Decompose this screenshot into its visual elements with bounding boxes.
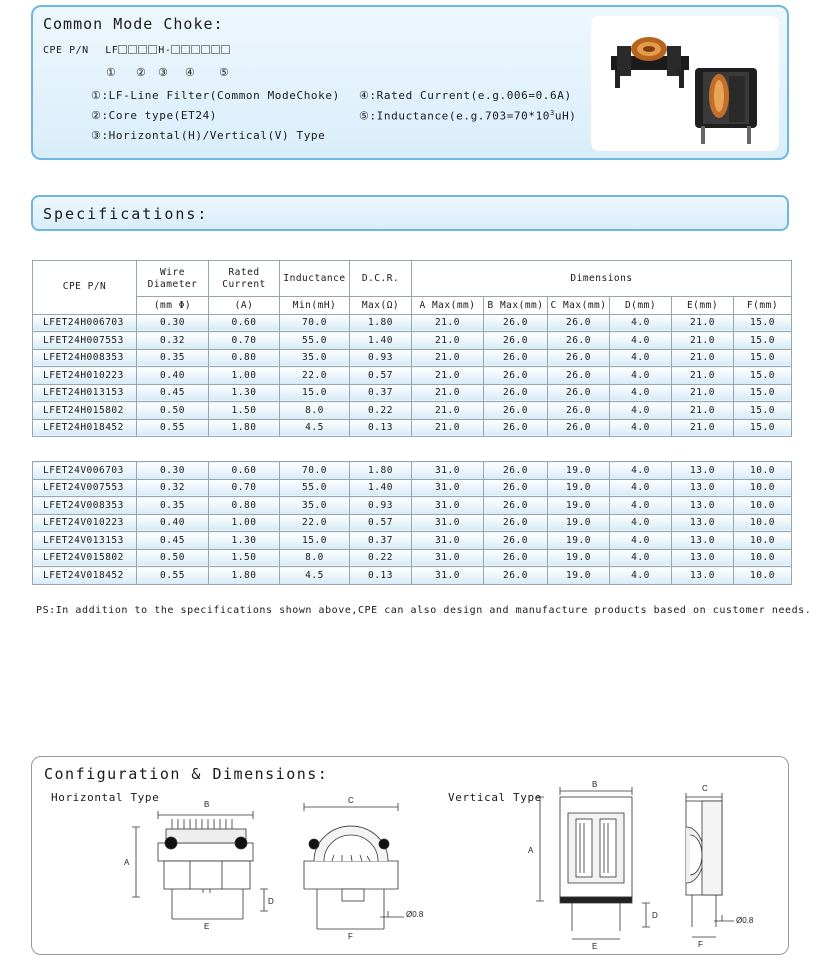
- table-cell: 26.0: [484, 567, 548, 585]
- vertical-rows: [33, 462, 792, 585]
- table-cell: 0.55: [137, 567, 209, 585]
- table-cell: 1.50: [209, 402, 280, 420]
- legend-orientation: ③:Horizontal(H)/Vertical(V) Type: [91, 129, 326, 142]
- table-cell: 4.0: [610, 332, 672, 350]
- table-cell: 31.0: [412, 532, 484, 550]
- table-cell: 21.0: [672, 419, 734, 437]
- table-cell: 10.0: [734, 567, 792, 585]
- table-cell: 15.0: [734, 332, 792, 350]
- vertical-side-view: [686, 793, 734, 937]
- unit-header: B Max(mm): [484, 297, 548, 315]
- col-header-dimensions: Dimensions: [412, 261, 792, 297]
- dim-label-e-v: E: [592, 942, 598, 951]
- table-cell: 26.0: [484, 462, 548, 480]
- pn-mid: H-: [158, 45, 172, 56]
- col-header-wire-2: Diameter: [147, 278, 198, 290]
- part-number-cell: LFET24H007553: [33, 332, 137, 350]
- table-cell: 4.0: [610, 532, 672, 550]
- col-header-inductance: Inductance: [280, 261, 350, 297]
- table-cell: 0.40: [137, 367, 209, 385]
- table-cell: 21.0: [412, 419, 484, 437]
- table-cell: 4.0: [610, 479, 672, 497]
- table-cell: 13.0: [672, 462, 734, 480]
- placeholder-box: [201, 45, 210, 54]
- table-cell: 0.93: [350, 497, 412, 515]
- dim-label-c-h: C: [348, 796, 354, 805]
- table-row: [33, 549, 792, 567]
- table-cell: 19.0: [548, 549, 610, 567]
- unit-header: (A): [209, 297, 280, 315]
- marker-5: ⑤: [219, 66, 229, 79]
- horizontal-front-view: [132, 811, 268, 919]
- table-cell: 0.60: [209, 314, 280, 332]
- spec-table-vertical: [32, 461, 792, 585]
- table-cell: 10.0: [734, 479, 792, 497]
- table-cell: 26.0: [548, 349, 610, 367]
- col-header-rated-1: Rated: [228, 266, 260, 278]
- table-cell: 0.40: [137, 514, 209, 532]
- table-cell: 1.40: [350, 479, 412, 497]
- table-cell: 0.80: [209, 349, 280, 367]
- table-row: [33, 497, 792, 515]
- placeholder-box: [221, 45, 230, 54]
- table-cell: 26.0: [548, 419, 610, 437]
- pn-prefix: LF: [105, 45, 119, 56]
- col-header-wire-1: Wire: [160, 266, 185, 278]
- table-row: [33, 384, 792, 402]
- table-cell: 19.0: [548, 479, 610, 497]
- vertical-choke-image: [695, 68, 757, 144]
- placeholder-box: [118, 45, 127, 54]
- table-cell: 21.0: [412, 367, 484, 385]
- table-cell: 13.0: [672, 532, 734, 550]
- table-cell: 0.22: [350, 549, 412, 567]
- placeholder-box: [211, 45, 220, 54]
- table-cell: 26.0: [484, 384, 548, 402]
- table-cell: 22.0: [280, 367, 350, 385]
- part-number-cell: LFET24H006703: [33, 314, 137, 332]
- table-cell: 15.0: [734, 349, 792, 367]
- table-cell: 26.0: [484, 549, 548, 567]
- dim-label-d-v: D: [652, 911, 658, 920]
- table-row: [33, 462, 792, 480]
- table-units-row: [33, 297, 792, 315]
- table-cell: 15.0: [280, 384, 350, 402]
- table-cell: 26.0: [548, 367, 610, 385]
- table-cell: 1.30: [209, 532, 280, 550]
- part-number-cell: LFET24V018452: [33, 567, 137, 585]
- table-cell: 21.0: [672, 384, 734, 402]
- table-cell: 55.0: [280, 332, 350, 350]
- table-cell: 0.50: [137, 549, 209, 567]
- table-cell: 1.80: [209, 419, 280, 437]
- table-cell: 13.0: [672, 479, 734, 497]
- unit-header: C Max(mm): [548, 297, 610, 315]
- table-row: [33, 332, 792, 350]
- part-number-cell: LFET24H018452: [33, 419, 137, 437]
- table-cell: 0.80: [209, 497, 280, 515]
- table-cell: 10.0: [734, 549, 792, 567]
- table-cell: 8.0: [280, 549, 350, 567]
- horizontal-side-view: [304, 803, 404, 929]
- table-cell: 26.0: [484, 314, 548, 332]
- choke-photo-illustration: [591, 16, 779, 151]
- table-cell: 26.0: [484, 419, 548, 437]
- horizontal-type-label: Horizontal Type: [51, 791, 160, 804]
- table-cell: 1.00: [209, 367, 280, 385]
- table-row: [33, 402, 792, 420]
- table-cell: 4.0: [610, 314, 672, 332]
- table-cell: 4.5: [280, 419, 350, 437]
- dim-label-pin-h: Ø0.8: [406, 910, 424, 919]
- configuration-title: Configuration & Dimensions:: [44, 765, 329, 783]
- placeholder-box: [148, 45, 157, 54]
- table-cell: 35.0: [280, 349, 350, 367]
- specifications-title: Specifications:: [43, 205, 209, 223]
- table-cell: 0.57: [350, 367, 412, 385]
- table-cell: 21.0: [672, 402, 734, 420]
- table-cell: 26.0: [484, 349, 548, 367]
- part-number-cell: LFET24H013153: [33, 384, 137, 402]
- product-photo: [591, 16, 779, 151]
- table-cell: 13.0: [672, 497, 734, 515]
- table-cell: 1.80: [350, 314, 412, 332]
- table-cell: 26.0: [484, 532, 548, 550]
- table-cell: 26.0: [484, 479, 548, 497]
- vertical-front-view: [536, 787, 650, 939]
- table-cell: 0.70: [209, 479, 280, 497]
- part-number-cell: LFET24V015802: [33, 549, 137, 567]
- table-cell: 31.0: [412, 567, 484, 585]
- dim-label-c-v: C: [702, 784, 708, 793]
- table-cell: 22.0: [280, 514, 350, 532]
- table-cell: 26.0: [548, 314, 610, 332]
- table-cell: 21.0: [672, 314, 734, 332]
- table-cell: 4.0: [610, 462, 672, 480]
- table-cell: 13.0: [672, 567, 734, 585]
- table-cell: 0.35: [137, 349, 209, 367]
- col-header-rated: [209, 261, 280, 297]
- table-cell: 0.70: [209, 332, 280, 350]
- col-header-rated-2: Current: [222, 278, 266, 290]
- table-cell: 0.45: [137, 532, 209, 550]
- table-cell: 21.0: [412, 384, 484, 402]
- pn-label: CPE P/N: [43, 45, 89, 56]
- table-cell: 0.45: [137, 384, 209, 402]
- table-cell: 26.0: [548, 332, 610, 350]
- table-cell: 0.22: [350, 402, 412, 420]
- table-cell: 0.37: [350, 532, 412, 550]
- table-header-row: [33, 261, 792, 297]
- table-cell: 31.0: [412, 514, 484, 532]
- table-cell: 70.0: [280, 462, 350, 480]
- table-row: [33, 514, 792, 532]
- table-row: [33, 532, 792, 550]
- table-cell: 4.0: [610, 549, 672, 567]
- table-cell: 1.30: [209, 384, 280, 402]
- table-cell: 15.0: [280, 532, 350, 550]
- table-cell: 1.50: [209, 549, 280, 567]
- table-cell: 10.0: [734, 532, 792, 550]
- dim-label-f-h: F: [348, 932, 353, 941]
- table-cell: 70.0: [280, 314, 350, 332]
- table-cell: 0.55: [137, 419, 209, 437]
- part-number-cell: LFET24H010223: [33, 367, 137, 385]
- unit-header: (mm Φ): [137, 297, 209, 315]
- customization-note: PS:In addition to the specifications shown above,CPE can also design and manufacture products based on customer needs.: [36, 605, 812, 616]
- table-cell: 0.57: [350, 514, 412, 532]
- part-number-cell: LFET24H015802: [33, 402, 137, 420]
- legend-line-filter: ①:LF-Line Filter(Common ModeChoke): [91, 89, 340, 102]
- table-row: [33, 479, 792, 497]
- table-cell: 19.0: [548, 567, 610, 585]
- part-number-cell: LFET24H008353: [33, 349, 137, 367]
- table-cell: 21.0: [412, 402, 484, 420]
- table-cell: 19.0: [548, 462, 610, 480]
- table-cell: 0.32: [137, 332, 209, 350]
- table-cell: 10.0: [734, 497, 792, 515]
- table-cell: 1.40: [350, 332, 412, 350]
- table-cell: 55.0: [280, 479, 350, 497]
- table-cell: 0.37: [350, 384, 412, 402]
- table-cell: 4.0: [610, 384, 672, 402]
- table-row: [33, 367, 792, 385]
- placeholder-box: [191, 45, 200, 54]
- table-cell: 1.80: [350, 462, 412, 480]
- legend-inductance: [359, 109, 577, 123]
- table-cell: 0.30: [137, 314, 209, 332]
- marker-4: ④: [185, 66, 195, 79]
- table-cell: 31.0: [412, 497, 484, 515]
- table-row: [33, 419, 792, 437]
- placeholder-box: [181, 45, 190, 54]
- table-cell: 31.0: [412, 462, 484, 480]
- table-cell: 10.0: [734, 514, 792, 532]
- part-number-cell: LFET24V006703: [33, 462, 137, 480]
- table-cell: 21.0: [412, 332, 484, 350]
- table-cell: 10.0: [734, 462, 792, 480]
- table-cell: 4.0: [610, 514, 672, 532]
- dim-label-d-h: D: [268, 897, 274, 906]
- table-cell: 0.35: [137, 497, 209, 515]
- part-number-cell: LFET24V013153: [33, 532, 137, 550]
- marker-2: ②: [136, 66, 146, 79]
- unit-header: D(mm): [610, 297, 672, 315]
- dim-label-f-v: F: [698, 940, 703, 949]
- spec-table-horizontal: [32, 260, 792, 437]
- unit-header: Max(Ω): [350, 297, 412, 315]
- table-cell: 1.80: [209, 567, 280, 585]
- specifications-header: [31, 195, 789, 231]
- part-number-cell: LFET24V007553: [33, 479, 137, 497]
- table-cell: 31.0: [412, 549, 484, 567]
- table-cell: 4.0: [610, 419, 672, 437]
- table-cell: 1.00: [209, 514, 280, 532]
- unit-header: F(mm): [734, 297, 792, 315]
- table-cell: 4.5: [280, 567, 350, 585]
- table-cell: 0.13: [350, 419, 412, 437]
- part-number-format: [43, 45, 231, 56]
- table-cell: 0.30: [137, 462, 209, 480]
- table-row: [33, 567, 792, 585]
- table-cell: 13.0: [672, 549, 734, 567]
- table-cell: 0.60: [209, 462, 280, 480]
- table-cell: 0.13: [350, 567, 412, 585]
- legend-inductance-unit: uH): [554, 109, 577, 123]
- table-cell: 21.0: [672, 332, 734, 350]
- table-cell: 4.0: [610, 367, 672, 385]
- pn-code: [105, 45, 231, 56]
- col-header-pn: CPE P/N: [33, 261, 137, 315]
- table-cell: 4.0: [610, 402, 672, 420]
- unit-header: Min(mH): [280, 297, 350, 315]
- dim-label-a-v: A: [528, 846, 534, 855]
- table-cell: 0.32: [137, 479, 209, 497]
- dim-label-e-h: E: [204, 922, 210, 931]
- legend-rated-current: ④:Rated Current(e.g.006=0.6A): [359, 89, 572, 102]
- table-cell: 21.0: [412, 314, 484, 332]
- table-row: [33, 314, 792, 332]
- configuration-panel: [31, 756, 789, 955]
- table-cell: 26.0: [548, 384, 610, 402]
- table-cell: 21.0: [672, 367, 734, 385]
- table-row: [33, 349, 792, 367]
- table-cell: 26.0: [548, 402, 610, 420]
- table-cell: 4.0: [610, 567, 672, 585]
- table-cell: 21.0: [672, 349, 734, 367]
- table-cell: 0.50: [137, 402, 209, 420]
- table-cell: 26.0: [484, 332, 548, 350]
- table-cell: 26.0: [484, 497, 548, 515]
- table-cell: 26.0: [484, 402, 548, 420]
- table-cell: 15.0: [734, 384, 792, 402]
- legend-inductance-exp: 3: [550, 109, 555, 117]
- table-cell: 4.0: [610, 349, 672, 367]
- table-cell: 13.0: [672, 514, 734, 532]
- table-cell: 15.0: [734, 419, 792, 437]
- unit-header: E(mm): [672, 297, 734, 315]
- horizontal-choke-image: [611, 37, 689, 88]
- table-cell: 26.0: [484, 514, 548, 532]
- table-cell: 21.0: [412, 349, 484, 367]
- table-cell: 19.0: [548, 514, 610, 532]
- table-cell: 0.93: [350, 349, 412, 367]
- legend-inductance-text: ⑤:Inductance(e.g.703=70*10: [359, 109, 551, 123]
- unit-header: A Max(mm): [412, 297, 484, 315]
- placeholder-box: [128, 45, 137, 54]
- marker-3: ③: [158, 66, 168, 79]
- placeholder-box: [138, 45, 147, 54]
- dim-label-pin-v: Ø0.8: [736, 916, 754, 925]
- table-cell: 26.0: [484, 367, 548, 385]
- table-cell: 31.0: [412, 479, 484, 497]
- table-cell: 15.0: [734, 314, 792, 332]
- horizontal-rows: [33, 314, 792, 437]
- dimension-drawings: [32, 757, 790, 956]
- table-cell: 4.0: [610, 497, 672, 515]
- dim-label-b-v: B: [592, 780, 598, 789]
- part-number-panel: [31, 5, 789, 160]
- dim-label-b-h: B: [204, 800, 210, 809]
- table-cell: 15.0: [734, 402, 792, 420]
- panel-title: Common Mode Choke:: [43, 15, 224, 33]
- col-header-wire: [137, 261, 209, 297]
- table-cell: 19.0: [548, 532, 610, 550]
- dim-label-a-h: A: [124, 858, 130, 867]
- col-header-dcr: D.C.R.: [350, 261, 412, 297]
- legend-core-type: ②:Core type(ET24): [91, 109, 218, 122]
- placeholder-box: [171, 45, 180, 54]
- table-cell: 35.0: [280, 497, 350, 515]
- part-number-cell: LFET24V010223: [33, 514, 137, 532]
- vertical-type-label: Vertical Type: [448, 791, 542, 804]
- part-number-cell: LFET24V008353: [33, 497, 137, 515]
- marker-1: ①: [106, 66, 116, 79]
- table-cell: 15.0: [734, 367, 792, 385]
- table-cell: 19.0: [548, 497, 610, 515]
- table-cell: 8.0: [280, 402, 350, 420]
